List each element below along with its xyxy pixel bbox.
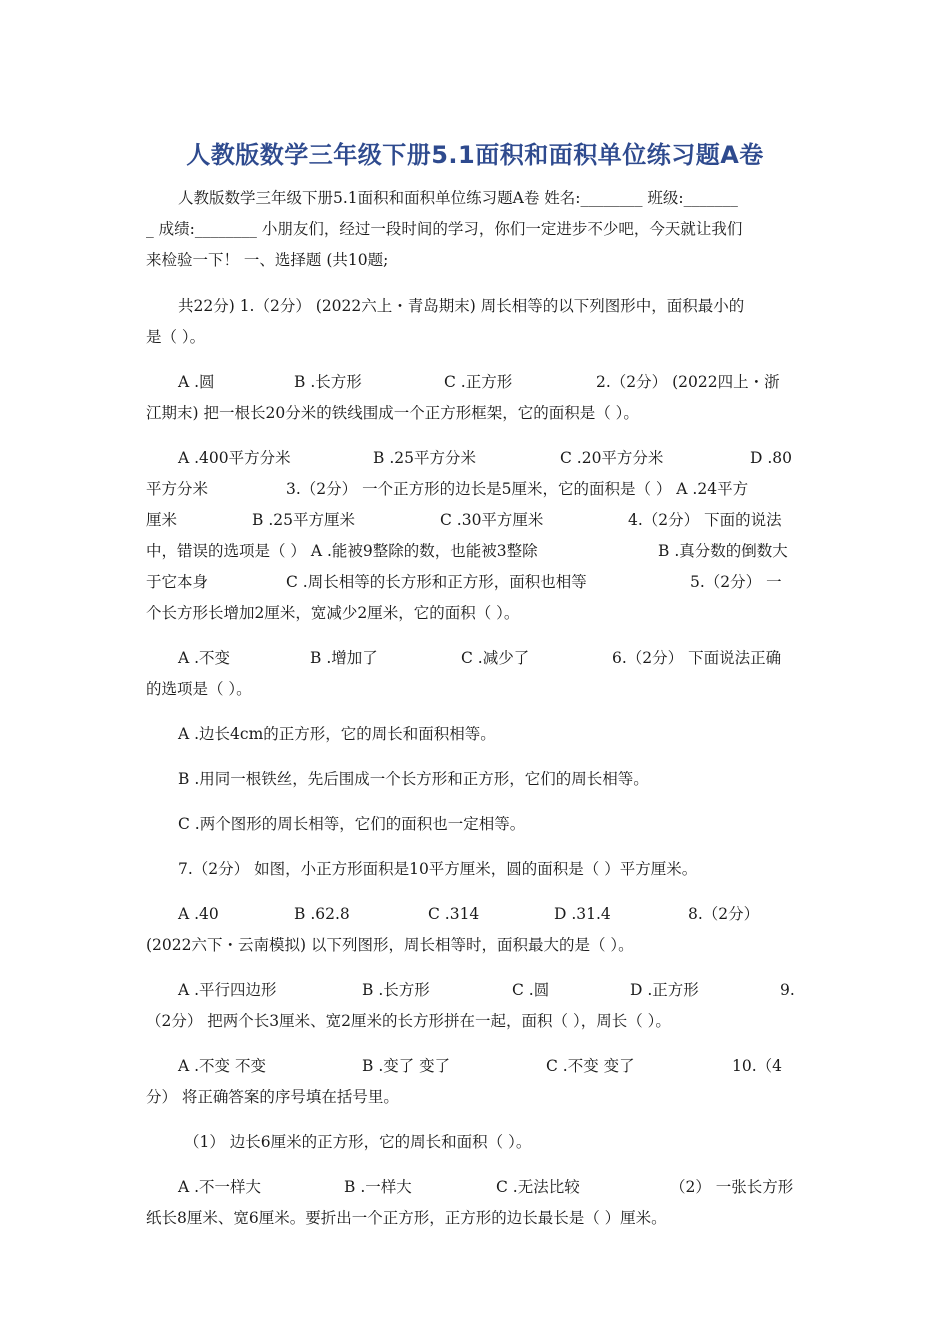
text-segment: B .25平方厘米 [252, 511, 355, 529]
text-segment: _ 成绩:________ 小朋友们，经过一段时间的学习，你们一定进步不少吧，今天就让我们 [146, 220, 743, 238]
document-title: 人教版数学三年级下册5.1面积和面积单位练习题A卷 [186, 141, 764, 169]
text-segment: C .314 [428, 905, 480, 923]
text-segment: B .一样大 [344, 1178, 412, 1196]
text-segment: （2） 一张长方形 [670, 1178, 794, 1196]
text-segment: 分） 将正确答案的序号填在括号里。 [146, 1088, 399, 1106]
text-segment: C .30平方厘米 [440, 511, 544, 529]
text-segment: （2分） 把两个长3厘米、宽2厘米的长方形拼在一起，面积（ ），周长（ ）。 [146, 1012, 671, 1030]
text-segment: B .长方形 [362, 981, 430, 999]
text-segment: 2.（2分） (2022四上・浙 [596, 373, 780, 391]
text-segment: 4.（2分） 下面的说法 [628, 511, 782, 529]
text-segment: 来检验一下！ 一、选择题 (共10题; [146, 251, 389, 269]
text-segment: B .用同一根铁丝，先后围成一个长方形和正方形，它们的周长相等。 [178, 770, 649, 788]
text-segment: A .圆 [178, 373, 215, 391]
text-segment: A .40 [178, 905, 219, 923]
text-segment: A .400平方分米 [178, 449, 291, 467]
text-segment: A .不变 不变 [178, 1057, 266, 1075]
text-segment: C .两个图形的周长相等，它们的面积也一定相等。 [178, 815, 526, 833]
text-segment: B .62.8 [294, 905, 350, 923]
text-segment: B .变了 变了 [362, 1057, 451, 1075]
text-segment: A .不变 [178, 649, 231, 667]
text-segment: 厘米 [146, 511, 178, 529]
text-segment: B .增加了 [310, 649, 378, 667]
text-segment: A .边长4cm的正方形，它的周长和面积相等。 [178, 725, 496, 743]
text-segment: C .正方形 [444, 373, 513, 391]
text-segment: B .真分数的倒数大 [658, 542, 788, 560]
text-segment: (2022六下・云南模拟) 以下列图形，周长相等时，面积最大的是（ ）。 [146, 936, 634, 954]
text-segment: C .圆 [512, 981, 550, 999]
text-segment: D .80 [750, 449, 793, 467]
text-segment: A .不一样大 [178, 1178, 262, 1196]
text-segment: 的选项是（ ）。 [146, 680, 252, 698]
text-segment: 个长方形长增加2厘米，宽减少2厘米，它的面积（ ）。 [146, 604, 520, 622]
text-segment: （1） 边长6厘米的正方形，它的周长和面积（ ）。 [184, 1133, 532, 1151]
text-segment: D .正方形 [630, 981, 699, 999]
text-segment: 人教版数学三年级下册5.1面积和面积单位练习题A卷 姓名:________ 班级:_______ [178, 189, 738, 207]
text-segment: 平方分米 [146, 480, 209, 498]
text-segment: D .31.4 [554, 905, 611, 923]
text-segment: 7.（2分） 如图，小正方形面积是10平方厘米，圆的面积是（ ）平方厘米。 [178, 860, 698, 878]
text-segment: 8.（2分） [688, 905, 760, 923]
text-segment: 于它本身 [146, 573, 209, 591]
text-segment: B .长方形 [294, 373, 362, 391]
text-segment: 6.（2分） 下面说法正确 [612, 649, 782, 667]
text-segment: 3.（2分） 一个正方形的边长是5厘米，它的面积是（ ） A .24平方 [286, 480, 749, 498]
text-segment: A .平行四边形 [178, 981, 277, 999]
text-segment: 纸长8厘米、宽6厘米。要折出一个正方形，正方形的边长最长是（ ）厘米。 [146, 1209, 667, 1227]
text-segment: C .不变 变了 [546, 1057, 635, 1075]
text-segment: 共22分) 1.（2分） (2022六上・青岛期末) 周长相等的以下列图形中，面积最小的 [178, 297, 745, 315]
text-segment: 5.（2分） 一 [690, 573, 782, 591]
text-segment: 中，错误的选项是（ ） A .能被9整除的数，也能被3整除 [146, 542, 538, 560]
text-segment: C .无法比较 [496, 1178, 580, 1196]
text-segment: C .减少了 [461, 649, 530, 667]
text-segment: 10.（4 [732, 1057, 783, 1075]
text-segment: C .20平方分米 [560, 449, 664, 467]
text-segment: 是（ ）。 [146, 328, 206, 346]
text-segment: B .25平方分米 [373, 449, 476, 467]
text-segment: 江期末) 把一根长20分米的铁线围成一个正方形框架，它的面积是（ ）。 [146, 404, 639, 422]
text-segment: 9. [780, 981, 795, 999]
text-segment: C .周长相等的长方形和正方形，面积也相等 [286, 573, 587, 591]
